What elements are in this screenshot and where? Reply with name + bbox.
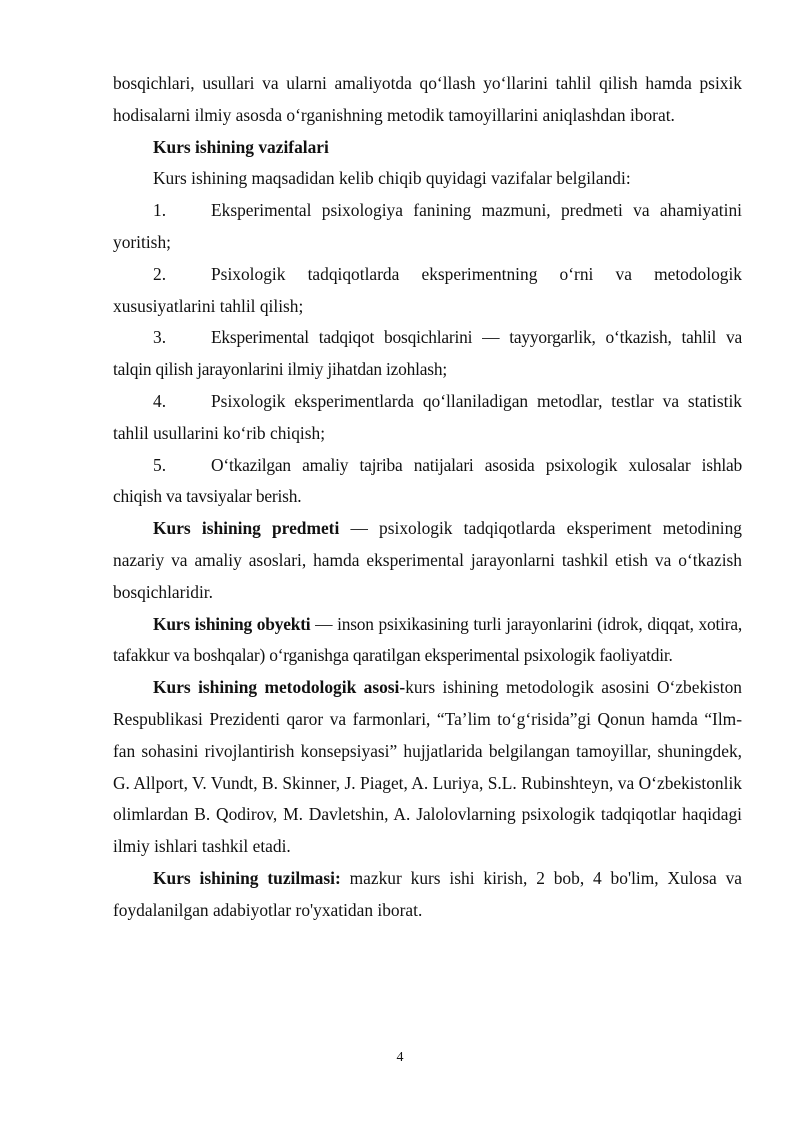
list-item-number: 4. <box>153 390 167 411</box>
section-label: Kurs ishining metodologik asosi- <box>153 677 406 698</box>
tasks-list <box>113 195 742 513</box>
tasks-intro: Kurs ishining maqsadidan kelib chiqib quyidagi vazifalar belgilandi: <box>153 168 631 189</box>
page-body <box>113 68 742 927</box>
list-item <box>113 195 742 259</box>
paragraph-continuation: bosqichlari, usullari va ularni amaliyotda qo‘llash yo‘llarini tahlil qilish hamda psixik hodisalarni ilmiy asosda o‘rganishning metodik tamoyillarini aniqlashdan iborat. <box>113 73 742 125</box>
list-item <box>113 322 742 386</box>
page-number: 4 <box>396 1050 404 1065</box>
section-predmeti <box>113 513 742 608</box>
section-tuzilmasi <box>113 863 742 927</box>
list-item-text: Eksperimental psixologiya fanining mazmuni, predmeti va ahamiyatini yoritish; <box>113 200 742 252</box>
list-item <box>113 386 742 450</box>
section-text: — psixologik tadqiqotlarda eksperiment metodining nazariy va amaliy asoslari, hamda eksperimental jarayonlarni tashkil etish va o‘tkazish bosqichlaridir. <box>113 518 742 602</box>
section-label: Kurs ishining predmeti <box>153 518 340 539</box>
list-item-number: 2. <box>153 263 167 284</box>
section-metodologik <box>113 672 742 863</box>
section-label: Kurs ishining obyekti <box>153 613 311 634</box>
section-text: mazkur kurs ishi kirish, 2 bob, 4 bo'lim, Xulosa va foydalanilgan adabiyotlar ro'yxatidan iborat. <box>113 867 742 920</box>
tasks-heading: Kurs ishining vazifalari <box>153 136 329 157</box>
section-text: — inson psixikasining turli jarayonlarini (idrok, diqqat, xotira, tafakkur va boshqalar) o‘rganishga qaratilgan eksperimental psixologik faoliyatdir. <box>113 613 742 666</box>
section-label: Kurs ishining tuzilmasi: <box>153 867 341 888</box>
list-item <box>113 450 742 514</box>
section-text: kurs ishining metodologik asosini O‘zbekiston Respublikasi Prezidenti qaror va farmonlari, “Ta’lim to‘g‘risida”gi Qonun hamda “Ilm-fan sohasini rivojlantirish konsepsiyasi” hujjatlarida belgilangan tamoyillar, shuningdek, G. Allport, V. Vundt, B. Skinner, J. Piaget, A. Luriya, S.L. Rubinshteyn, va O‘zbekistonlik olimlardan B. Qodirov, M. Davletshin, A. Jalolovlarning psixologik tadqiqotlar haqidagi ilmiy ishlari tashkil etadi. <box>113 677 742 857</box>
section-obyekti <box>113 609 742 673</box>
list-item-number: 1. <box>153 200 167 221</box>
list-item-text: Psixologik tadqiqotlarda eksperimentning o‘rni va metodologik xususiyatlarini tahlil qilish; <box>113 263 742 316</box>
list-item-text: O‘tkazilgan amaliy tajriba natijalari asosida psixologik xulosalar ishlab chiqish va tavsiyalar berish. <box>113 454 742 507</box>
list-item-number: 5. <box>153 454 167 475</box>
list-item <box>113 259 742 323</box>
list-item-text: Psixologik eksperimentlarda qo‘llaniladigan metodlar, testlar va statistik tahlil usullarini ko‘rib chiqish; <box>113 390 742 443</box>
list-item-number: 3. <box>153 327 167 348</box>
list-item-text: Eksperimental tadqiqot bosqichlarini — tayyorgarlik, o‘tkazish, tahlil va talqin qilish jarayonlarini ilmiy jihatdan izohlash; <box>113 327 742 380</box>
